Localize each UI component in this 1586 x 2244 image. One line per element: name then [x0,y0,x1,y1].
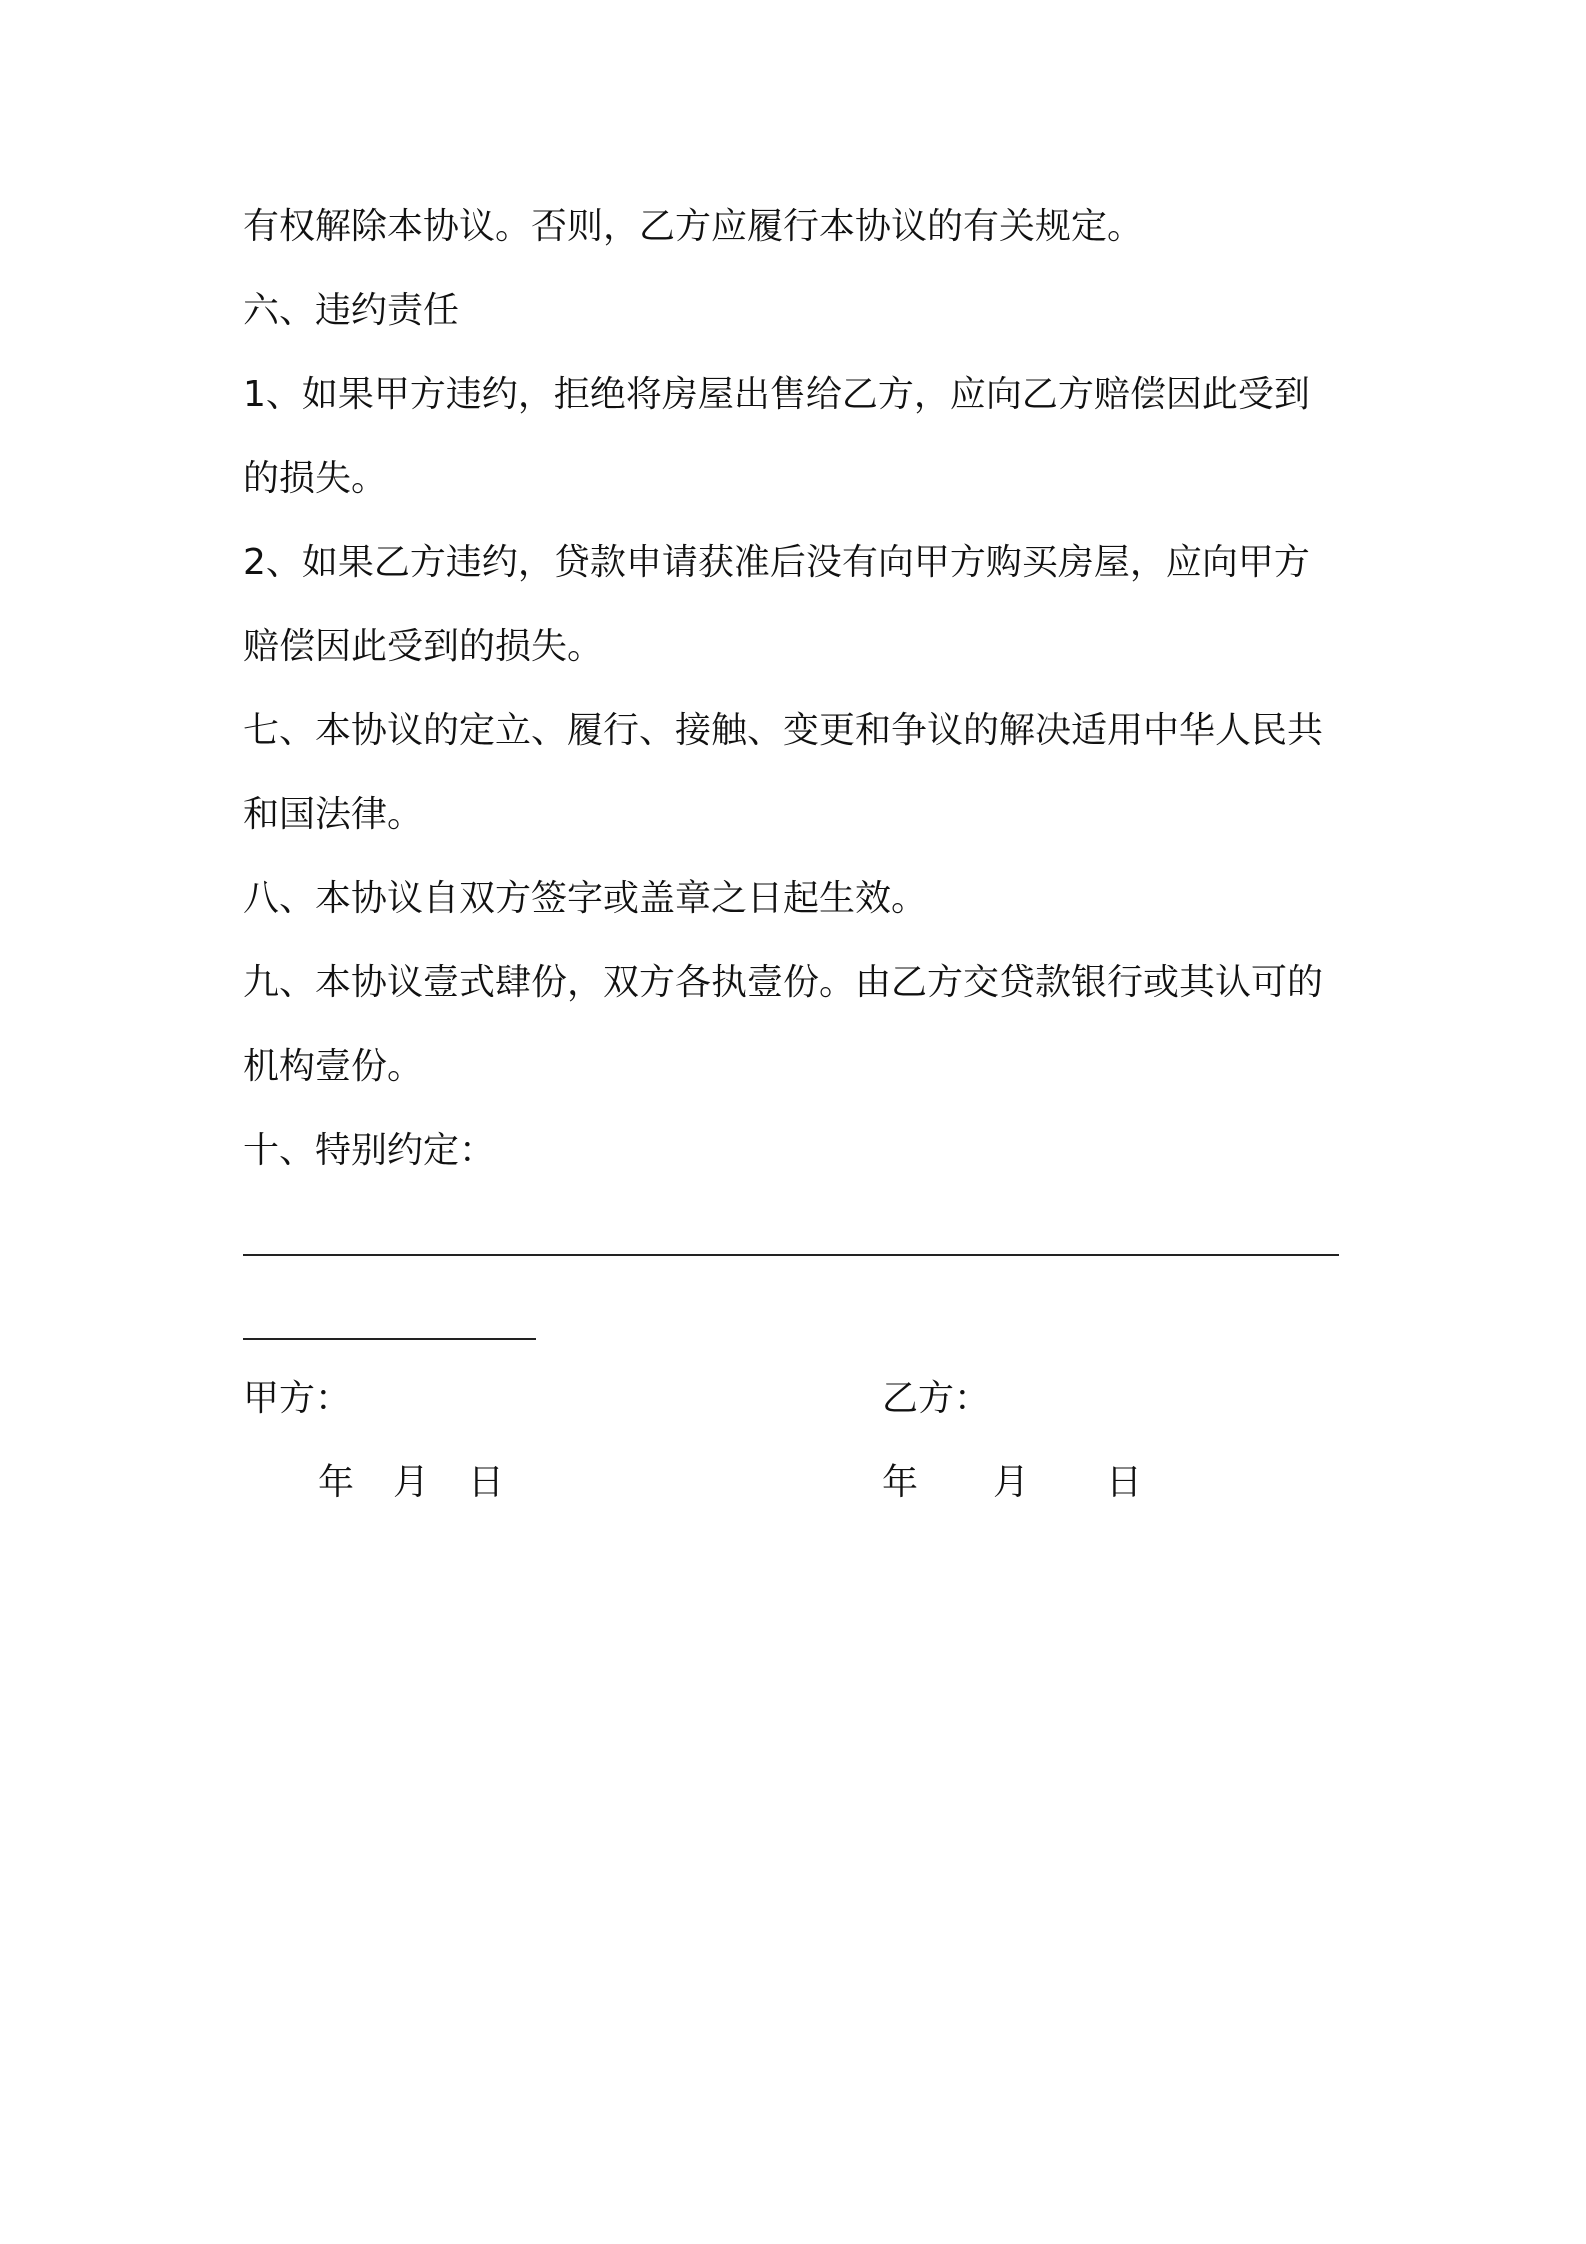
party-a-date-day: 日 [468,1462,505,1503]
party-a-date-year: 年 [318,1462,355,1503]
clause-1-line-1: 1、如果甲方违约，拒绝将房屋出售给乙方，应向乙方赔偿因此受到 [243,374,1310,415]
party-b-label: 乙方： [882,1378,991,1419]
paragraph-termination-clause: 有权解除本协议。否则，乙方应履行本协议的有关规定。 [243,206,1144,247]
section-10-special-terms: 十、特别约定： [243,1130,496,1171]
party-b-date-day: 日 [1106,1462,1143,1503]
section-7-line-2: 和国法律。 [243,794,424,835]
section-8: 八、本协议自双方签字或盖章之日起生效。 [243,878,928,919]
party-a-label: 甲方： [243,1378,352,1419]
special-terms-blank-line [243,1254,1339,1256]
section-7-line-1: 七、本协议的定立、履行、接触、变更和争议的解决适用中华人民共 [243,710,1324,751]
section-heading-breach-liability: 六、违约责任 [243,290,460,331]
clause-2-line-1: 2、如果乙方违约，贷款申请获准后没有向甲方购买房屋，应向甲方 [243,542,1310,583]
section-9-line-2: 机构壹份。 [243,1046,424,1087]
clause-1-line-2: 的损失。 [243,458,388,499]
party-b-date-year: 年 [882,1462,919,1503]
party-a-date-month: 月 [393,1462,430,1503]
special-terms-blank-line-short [243,1338,536,1340]
clause-2-line-2: 赔偿因此受到的损失。 [243,626,604,667]
section-9-line-1: 九、本协议壹式肆份，双方各执壹份。由乙方交贷款银行或其认可的 [243,962,1324,1003]
party-b-date-month: 月 [993,1462,1030,1503]
